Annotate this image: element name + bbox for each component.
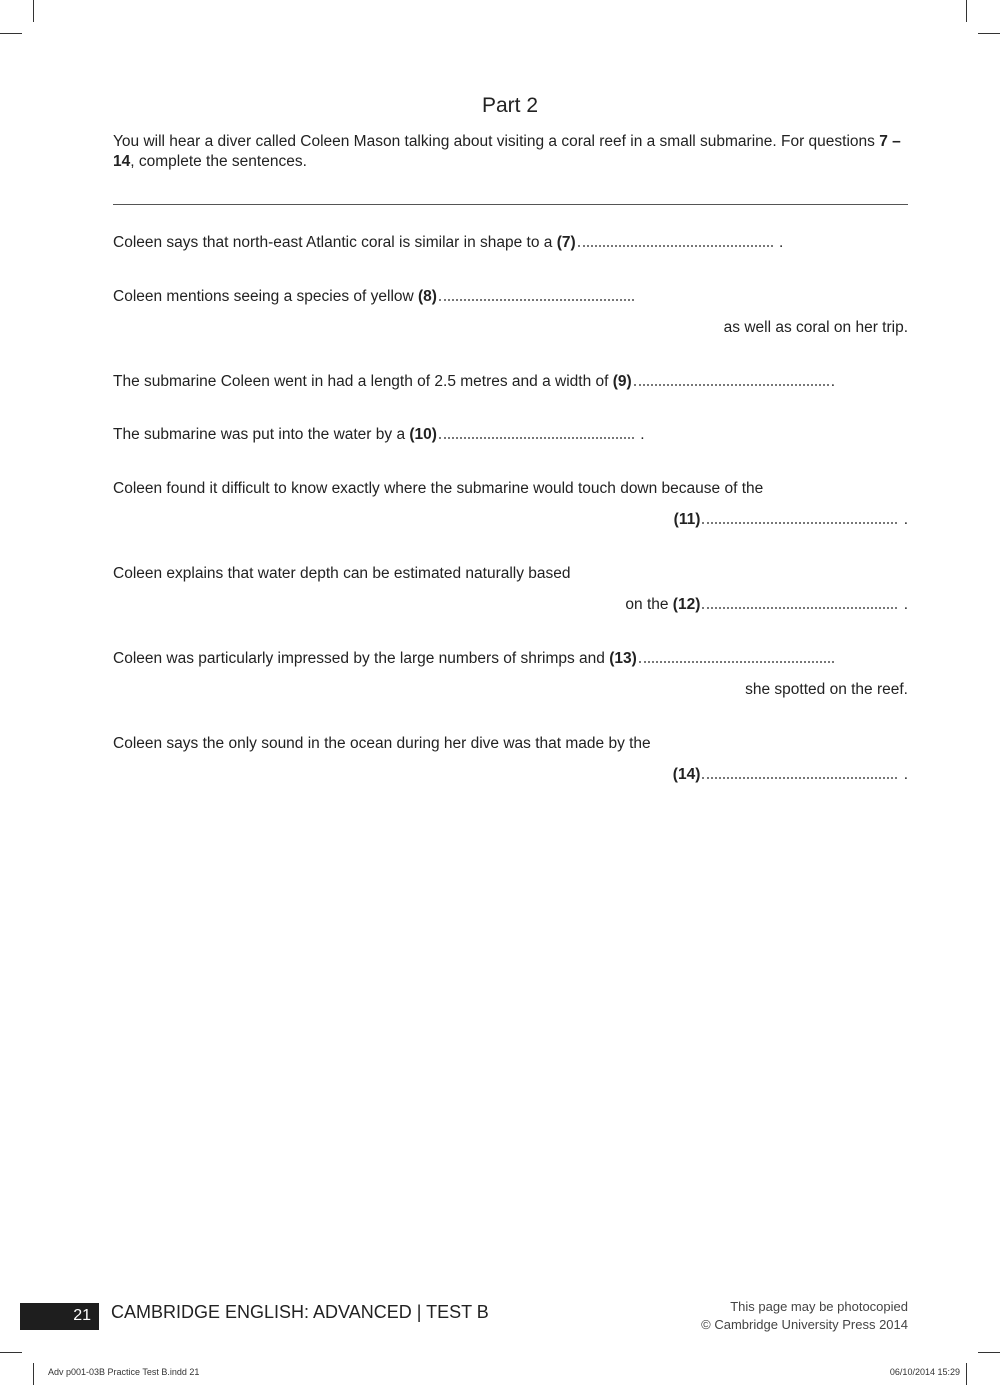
photocopy-note: This page may be photocopied (730, 1299, 908, 1314)
answer-blank-9[interactable] (634, 383, 829, 386)
answer-blank-7[interactable] (578, 244, 773, 247)
crop-mark (978, 33, 1000, 34)
question-number: (11) (673, 511, 701, 528)
page-number: 21 (20, 1303, 99, 1330)
punctuation: . (903, 596, 908, 613)
answer-blank-8[interactable] (439, 298, 634, 301)
crop-mark (0, 33, 22, 34)
slug-date: 06/10/2014 15:29 (889, 1367, 960, 1377)
question-text: Coleen was particularly impressed by the large numbers of shrimps and (113, 650, 610, 667)
question-7 (113, 234, 908, 252)
crop-mark (33, 0, 34, 22)
crop-mark (33, 1363, 34, 1385)
question-range: 7 – 14 (113, 133, 901, 170)
answer-blank-14[interactable] (702, 776, 897, 779)
question-number: (14) (672, 766, 701, 783)
question-number: (10) (409, 426, 437, 443)
question-text: on the (625, 596, 673, 613)
question-12-answer-line (113, 596, 908, 614)
punctuation: . (903, 766, 908, 783)
question-number: (7) (556, 234, 576, 251)
question-14-answer-line (113, 766, 908, 784)
crop-mark (966, 0, 967, 22)
book-title: CAMBRIDGE ENGLISH: ADVANCED | TEST B (111, 1302, 489, 1322)
question-12: Coleen explains that water depth can be estimated naturally based (113, 565, 571, 582)
question-text: The submarine was put into the water by a (113, 426, 410, 443)
crop-mark (966, 1363, 967, 1385)
punctuation: . (640, 426, 645, 443)
question-10 (113, 426, 908, 444)
question-11-answer-line (113, 511, 908, 529)
question-text: Coleen says that north-east Atlantic coral is similar in shape to a (113, 234, 557, 251)
question-number: (8) (418, 288, 437, 305)
question-text: Coleen mentions seeing a species of yellow (113, 288, 419, 305)
punctuation: . (903, 511, 908, 528)
answer-blank-11[interactable] (702, 521, 897, 524)
question-13-continuation: she spotted on the reef. (745, 681, 908, 698)
question-number: (13) (609, 650, 637, 667)
question-9 (113, 373, 908, 391)
question-text: The submarine Coleen went in had a length of 2.5 metres and a width of (113, 373, 613, 390)
divider (113, 204, 908, 205)
answer-blank-12[interactable] (702, 606, 897, 609)
copyright-line: © Cambridge University Press 2014 (701, 1317, 908, 1332)
question-14: Coleen says the only sound in the ocean during her dive was that made by the (113, 735, 651, 752)
question-8 (113, 288, 908, 306)
instructions-text: You will hear a diver called Coleen Mason talking about visiting a coral reef in a small submarine. For questions (113, 133, 880, 150)
question-number: (9) (612, 373, 632, 390)
page-title: Part 2 (481, 94, 539, 117)
answer-blank-13[interactable] (639, 660, 834, 663)
slug-filename: Adv p001-03B Practice Test B.indd 21 (48, 1367, 200, 1377)
instructions (113, 132, 913, 172)
instructions-text: , complete the sentences. (130, 153, 307, 170)
answer-blank-10[interactable] (439, 436, 634, 439)
question-8-continuation: as well as coral on her trip. (723, 319, 908, 336)
copyright (701, 1298, 908, 1334)
question-11: Coleen found it difficult to know exactly where the submarine would touch down because of the (113, 480, 764, 497)
question-13 (113, 650, 908, 668)
crop-mark (978, 1352, 1000, 1353)
punctuation: . (778, 234, 784, 251)
question-number: (12) (672, 596, 701, 613)
punctuation: . (830, 373, 836, 390)
crop-mark (0, 1352, 22, 1353)
